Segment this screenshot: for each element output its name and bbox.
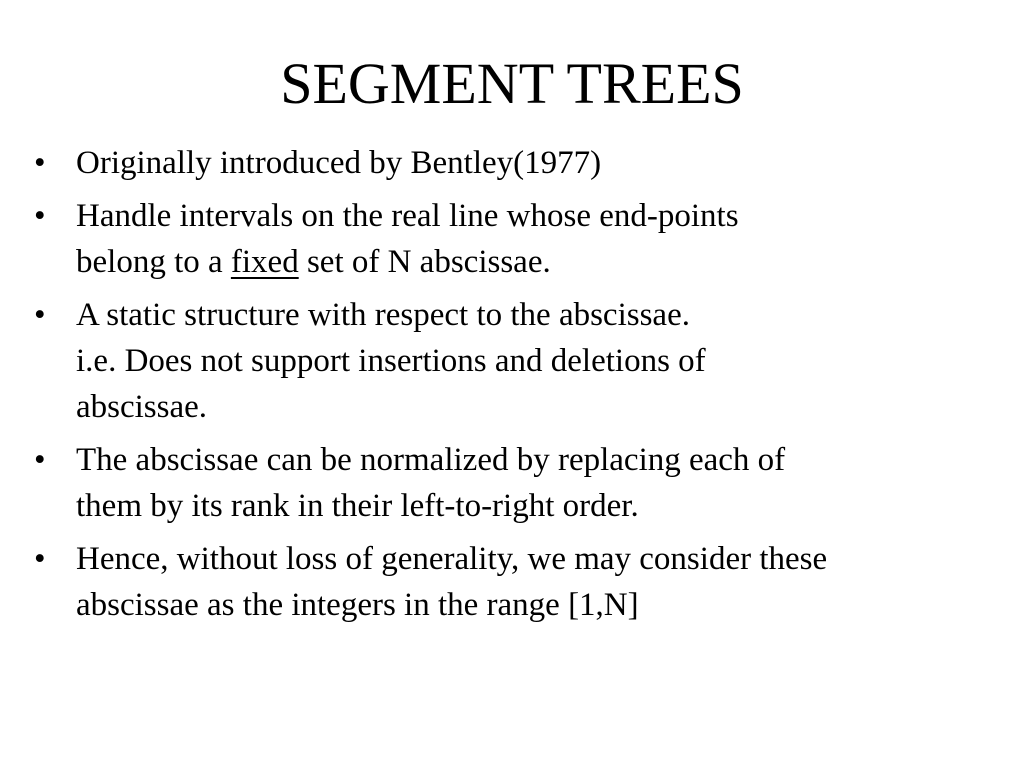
bullet-marker: •: [34, 442, 46, 478]
emphasized-word: fixed: [230, 244, 299, 280]
bullet-text-line: Hence, without loss of generality, we may consider these: [76, 541, 828, 577]
bullet-text-line: A static structure with respect to the abscissae.: [76, 297, 690, 333]
bullet-item-3: [0, 292, 1024, 430]
bullet-item-4: [0, 437, 1024, 529]
bullet-text-segment: belong to a: [76, 244, 231, 280]
bullet-text-line-with-emphasis: [76, 239, 988, 285]
bullet-text-line: Handle intervals on the real line whose end-points: [76, 198, 739, 234]
bullet-marker: •: [34, 198, 46, 234]
bullet-item-1: [0, 140, 1024, 186]
bullet-item-5: [0, 536, 1024, 628]
bullet-text-line: i.e. Does not support insertions and deletions of: [76, 343, 706, 379]
bullet-text-line: The abscissae can be normalized by replacing each of: [76, 442, 786, 478]
bullet-list: [0, 140, 1024, 635]
bullet-text-line: abscissae.: [76, 389, 208, 425]
bullet-text-line: Originally introduced by Bentley(1977): [76, 145, 602, 181]
bullet-text-segment: set of N abscissae.: [298, 244, 551, 280]
bullet-marker: •: [34, 541, 46, 577]
bullet-text-line: abscissae as the integers in the range [1,N]: [76, 587, 639, 623]
bullet-marker: •: [34, 297, 46, 333]
bullet-text-line: them by its rank in their left-to-right order.: [76, 488, 639, 524]
bullet-marker: •: [34, 145, 46, 181]
slide-title: SEGMENT TREES: [280, 51, 744, 116]
bullet-item-2: [0, 193, 1024, 285]
